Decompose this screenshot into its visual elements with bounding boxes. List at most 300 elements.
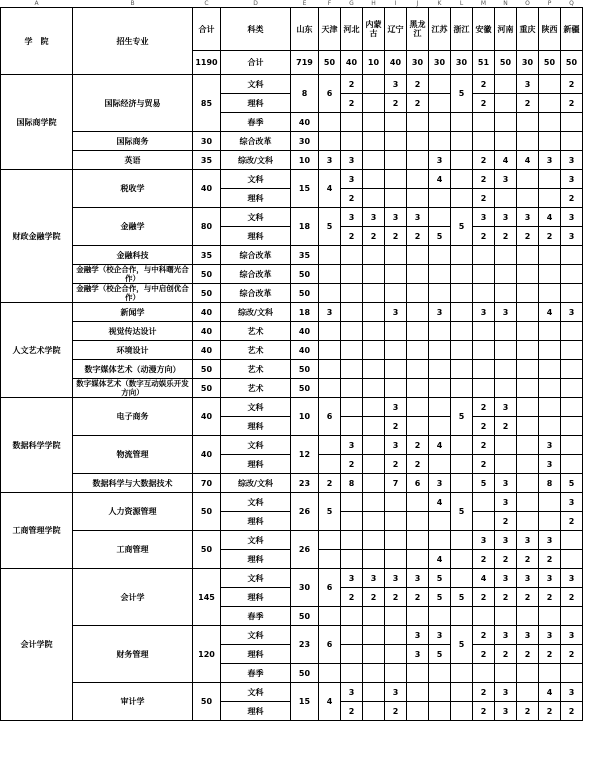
quota-cell-liaoning[interactable]: 2 (385, 455, 407, 474)
quota-cell-neimeng[interactable] (363, 379, 385, 398)
quota-cell-neimeng[interactable] (363, 132, 385, 151)
quota-cell-henan[interactable] (495, 322, 517, 341)
quota-cell-anhui[interactable] (473, 664, 495, 683)
quota-cell-chongqing[interactable]: 2 (517, 227, 539, 246)
header-province[interactable]: 陕西 (539, 8, 561, 51)
quota-cell-heilongjiang[interactable] (407, 531, 429, 550)
quota-cell-liaoning[interactable] (385, 664, 407, 683)
quota-cell-neimeng[interactable] (363, 94, 385, 113)
quota-cell-liaoning[interactable]: 3 (385, 398, 407, 417)
quota-cell-neimeng[interactable] (363, 702, 385, 721)
quota-cell-jiangsu[interactable]: 3 (429, 303, 451, 322)
quota-cell-zhejiang[interactable] (451, 379, 473, 398)
quota-cell-anhui[interactable] (473, 607, 495, 626)
quota-cell-chongqing[interactable] (517, 493, 539, 512)
quota-cell-chongqing[interactable]: 2 (517, 645, 539, 664)
quota-cell-hebei[interactable] (341, 341, 363, 360)
quota-cell-tianjin[interactable]: 6 (319, 75, 341, 113)
quota-cell-liaoning[interactable] (385, 379, 407, 398)
quota-cell-henan[interactable]: 3 (495, 170, 517, 189)
quota-cell-neimeng[interactable] (363, 664, 385, 683)
quota-cell-liaoning[interactable]: 3 (385, 569, 407, 588)
quota-cell-anhui[interactable]: 3 (473, 303, 495, 322)
quota-cell-xinjiang[interactable]: 2 (561, 94, 583, 113)
quota-cell-jiangsu[interactable] (429, 341, 451, 360)
subject-cell[interactable]: 文科 (221, 75, 291, 94)
quota-cell-shaanxi[interactable] (539, 113, 561, 132)
quota-cell-jiangsu[interactable] (429, 189, 451, 208)
subject-cell[interactable]: 理科 (221, 645, 291, 664)
quota-cell-liaoning[interactable] (385, 322, 407, 341)
quota-cell-jiangsu[interactable] (429, 322, 451, 341)
quota-cell-hebei[interactable] (341, 398, 363, 417)
quota-cell-hebei[interactable]: 2 (341, 189, 363, 208)
header-province[interactable]: 安徽 (473, 8, 495, 51)
quota-cell-shaanxi[interactable] (539, 360, 561, 379)
quota-cell-zhejiang[interactable] (451, 531, 473, 550)
quota-cell-jiangsu[interactable] (429, 265, 451, 284)
quota-cell-zhejiang[interactable] (451, 436, 473, 455)
quota-cell-henan[interactable] (495, 607, 517, 626)
quota-cell-xinjiang[interactable]: 3 (561, 227, 583, 246)
quota-cell-hebei[interactable] (341, 284, 363, 303)
quota-cell-neimeng[interactable]: 2 (363, 227, 385, 246)
quota-cell-zhejiang[interactable] (451, 360, 473, 379)
quota-cell-zhejiang[interactable]: 5 (451, 398, 473, 436)
major-cell[interactable]: 电子商务 (73, 398, 193, 436)
quota-cell-zhejiang[interactable] (451, 683, 473, 702)
quota-cell-henan[interactable]: 3 (495, 208, 517, 227)
quota-cell-tianjin[interactable] (319, 436, 341, 455)
quota-cell-henan[interactable] (495, 360, 517, 379)
quota-cell-heilongjiang[interactable] (407, 170, 429, 189)
quota-cell-tianjin[interactable]: 5 (319, 493, 341, 531)
quota-cell-tianjin[interactable] (319, 341, 341, 360)
quota-cell-shandong[interactable]: 50 (291, 607, 319, 626)
quota-cell-zhejiang[interactable]: 5 (451, 588, 473, 607)
quota-cell-heilongjiang[interactable] (407, 360, 429, 379)
quota-cell-neimeng[interactable] (363, 170, 385, 189)
quota-cell-neimeng[interactable]: 3 (363, 569, 385, 588)
quota-cell-shandong[interactable]: 8 (291, 75, 319, 113)
major-cell[interactable]: 金融学 (73, 208, 193, 246)
quota-cell-heilongjiang[interactable]: 2 (407, 75, 429, 94)
quota-cell-xinjiang[interactable]: 3 (561, 569, 583, 588)
quota-cell-anhui[interactable]: 2 (473, 189, 495, 208)
subject-cell[interactable]: 春季 (221, 664, 291, 683)
quota-cell-xinjiang[interactable] (561, 113, 583, 132)
subject-cell[interactable]: 艺术 (221, 322, 291, 341)
quota-cell-heilongjiang[interactable] (407, 341, 429, 360)
col-letter[interactable]: O (525, 0, 530, 7)
quota-cell-liaoning[interactable]: 2 (385, 417, 407, 436)
quota-cell-neimeng[interactable] (363, 360, 385, 379)
quota-cell-jiangsu[interactable]: 4 (429, 170, 451, 189)
header-province[interactable]: 辽宁 (385, 8, 407, 51)
quota-cell-neimeng[interactable] (363, 607, 385, 626)
quota-cell-hebei[interactable]: 2 (341, 94, 363, 113)
quota-cell-jiangsu[interactable] (429, 94, 451, 113)
quota-cell-liaoning[interactable]: 3 (385, 208, 407, 227)
quota-cell-liaoning[interactable] (385, 645, 407, 664)
quota-cell-heilongjiang[interactable] (407, 322, 429, 341)
quota-cell-liaoning[interactable] (385, 360, 407, 379)
quota-cell-tianjin[interactable] (319, 284, 341, 303)
quota-cell-zhejiang[interactable] (451, 170, 473, 189)
quota-cell-chongqing[interactable]: 4 (517, 151, 539, 170)
quota-cell-xinjiang[interactable]: 3 (561, 683, 583, 702)
quota-cell-neimeng[interactable] (363, 645, 385, 664)
province-total[interactable]: 50 (539, 51, 561, 75)
quota-cell-xinjiang[interactable] (561, 246, 583, 265)
quota-cell-zhejiang[interactable] (451, 303, 473, 322)
quota-cell-tianjin[interactable] (319, 531, 341, 550)
quota-cell-zhejiang[interactable] (451, 322, 473, 341)
quota-cell-heilongjiang[interactable]: 3 (407, 569, 429, 588)
quota-cell-liaoning[interactable]: 3 (385, 75, 407, 94)
quota-cell-shandong[interactable]: 23 (291, 626, 319, 664)
quota-cell-anhui[interactable] (473, 132, 495, 151)
quota-cell-shaanxi[interactable]: 4 (539, 683, 561, 702)
quota-cell-jiangsu[interactable] (429, 512, 451, 531)
subject-cell[interactable]: 理科 (221, 455, 291, 474)
col-letter[interactable]: Q (569, 0, 574, 7)
quota-cell-chongqing[interactable] (517, 322, 539, 341)
quota-cell-heilongjiang[interactable] (407, 512, 429, 531)
quota-cell-neimeng[interactable] (363, 436, 385, 455)
quota-cell-jiangsu[interactable] (429, 284, 451, 303)
header-major[interactable]: 招生专业 (73, 8, 193, 75)
major-cell[interactable]: 国际经济与贸易 (73, 75, 193, 132)
quota-cell-shaanxi[interactable] (539, 322, 561, 341)
quota-cell-anhui[interactable]: 4 (473, 569, 495, 588)
col-letter[interactable]: G (349, 0, 354, 7)
quota-cell-anhui[interactable]: 2 (473, 683, 495, 702)
quota-cell-neimeng[interactable] (363, 189, 385, 208)
quota-cell-xinjiang[interactable] (561, 607, 583, 626)
quota-cell-xinjiang[interactable]: 2 (561, 645, 583, 664)
quota-cell-liaoning[interactable] (385, 151, 407, 170)
quota-cell-shandong[interactable]: 15 (291, 683, 319, 721)
quota-cell-anhui[interactable] (473, 493, 495, 512)
subject-cell[interactable]: 综合改革 (221, 132, 291, 151)
quota-cell-heilongjiang[interactable]: 3 (407, 645, 429, 664)
quota-cell-jiangsu[interactable]: 5 (429, 588, 451, 607)
quota-cell-neimeng[interactable] (363, 474, 385, 493)
quota-cell-tianjin[interactable]: 3 (319, 151, 341, 170)
quota-cell-jiangsu[interactable] (429, 455, 451, 474)
quota-cell-henan[interactable]: 2 (495, 512, 517, 531)
quota-cell-neimeng[interactable] (363, 531, 385, 550)
quota-cell-anhui[interactable] (473, 341, 495, 360)
major-cell[interactable]: 新闻学 (73, 303, 193, 322)
quota-cell-tianjin[interactable]: 2 (319, 474, 341, 493)
total-cell[interactable]: 50 (193, 683, 221, 721)
quota-cell-xinjiang[interactable]: 3 (561, 626, 583, 645)
subject-cell[interactable]: 文科 (221, 569, 291, 588)
quota-cell-xinjiang[interactable] (561, 379, 583, 398)
quota-cell-henan[interactable]: 2 (495, 645, 517, 664)
quota-cell-heilongjiang[interactable] (407, 265, 429, 284)
quota-cell-neimeng[interactable]: 3 (363, 208, 385, 227)
quota-cell-shaanxi[interactable]: 3 (539, 531, 561, 550)
quota-cell-zhejiang[interactable] (451, 607, 473, 626)
quota-cell-hebei[interactable]: 2 (341, 702, 363, 721)
quota-cell-shandong[interactable]: 50 (291, 284, 319, 303)
quota-cell-shandong[interactable]: 23 (291, 474, 319, 493)
subject-cell[interactable]: 文科 (221, 626, 291, 645)
quota-cell-shandong[interactable]: 18 (291, 208, 319, 246)
quota-cell-heilongjiang[interactable] (407, 683, 429, 702)
major-cell[interactable]: 物流管理 (73, 436, 193, 474)
quota-cell-hebei[interactable] (341, 645, 363, 664)
quota-cell-anhui[interactable]: 2 (473, 436, 495, 455)
college-cell[interactable]: 工商管理学院 (1, 493, 73, 569)
quota-cell-henan[interactable]: 3 (495, 569, 517, 588)
quota-cell-jiangsu[interactable] (429, 664, 451, 683)
total-cell[interactable]: 40 (193, 398, 221, 436)
major-cell[interactable]: 工商管理 (73, 531, 193, 569)
quota-cell-shaanxi[interactable]: 4 (539, 208, 561, 227)
quota-cell-tianjin[interactable]: 6 (319, 398, 341, 436)
quota-cell-hebei[interactable] (341, 607, 363, 626)
quota-cell-tianjin[interactable] (319, 113, 341, 132)
total-cell[interactable]: 40 (193, 303, 221, 322)
total-cell[interactable]: 80 (193, 208, 221, 246)
quota-cell-heilongjiang[interactable] (407, 246, 429, 265)
quota-cell-jiangsu[interactable]: 4 (429, 436, 451, 455)
total-cell[interactable]: 30 (193, 132, 221, 151)
quota-cell-heilongjiang[interactable]: 6 (407, 474, 429, 493)
quota-cell-neimeng[interactable] (363, 284, 385, 303)
subject-cell[interactable]: 文科 (221, 208, 291, 227)
major-cell[interactable]: 视觉传达设计 (73, 322, 193, 341)
quota-cell-henan[interactable] (495, 246, 517, 265)
quota-cell-xinjiang[interactable] (561, 360, 583, 379)
college-cell[interactable]: 数据科学学院 (1, 398, 73, 493)
province-total[interactable]: 719 (291, 51, 319, 75)
quota-cell-jiangsu[interactable] (429, 683, 451, 702)
subject-cell[interactable]: 文科 (221, 493, 291, 512)
quota-cell-xinjiang[interactable] (561, 398, 583, 417)
quota-cell-xinjiang[interactable] (561, 284, 583, 303)
subject-cell[interactable]: 艺术 (221, 360, 291, 379)
quota-cell-chongqing[interactable] (517, 189, 539, 208)
quota-cell-zhejiang[interactable]: 5 (451, 208, 473, 246)
quota-cell-liaoning[interactable]: 3 (385, 303, 407, 322)
quota-cell-shaanxi[interactable]: 2 (539, 645, 561, 664)
quota-cell-heilongjiang[interactable] (407, 151, 429, 170)
total-cell[interactable]: 50 (193, 265, 221, 284)
quota-cell-shandong[interactable]: 50 (291, 379, 319, 398)
quota-cell-anhui[interactable]: 2 (473, 702, 495, 721)
quota-cell-liaoning[interactable] (385, 626, 407, 645)
major-cell[interactable]: 人力资源管理 (73, 493, 193, 531)
quota-cell-henan[interactable] (495, 379, 517, 398)
quota-cell-anhui[interactable]: 5 (473, 474, 495, 493)
col-letter[interactable]: C (204, 0, 209, 7)
quota-cell-chongqing[interactable] (517, 607, 539, 626)
quota-cell-shandong[interactable]: 40 (291, 322, 319, 341)
quota-cell-xinjiang[interactable]: 3 (561, 303, 583, 322)
col-letter[interactable]: A (34, 0, 39, 7)
quota-cell-neimeng[interactable] (363, 151, 385, 170)
col-letter[interactable]: N (503, 0, 508, 7)
quota-cell-jiangsu[interactable] (429, 246, 451, 265)
quota-cell-hebei[interactable]: 3 (341, 569, 363, 588)
quota-cell-shaanxi[interactable] (539, 341, 561, 360)
quota-cell-neimeng[interactable] (363, 341, 385, 360)
quota-cell-liaoning[interactable] (385, 493, 407, 512)
major-cell[interactable]: 金融学（校企合作，与中启创优合作） (73, 284, 193, 303)
total-cell[interactable]: 35 (193, 246, 221, 265)
quota-cell-heilongjiang[interactable]: 3 (407, 208, 429, 227)
quota-cell-xinjiang[interactable] (561, 417, 583, 436)
quota-cell-tianjin[interactable] (319, 455, 341, 474)
quota-cell-hebei[interactable]: 2 (341, 588, 363, 607)
province-total[interactable]: 30 (517, 51, 539, 75)
header-college[interactable]: 学 院 (1, 8, 73, 75)
subject-cell[interactable]: 理科 (221, 94, 291, 113)
quota-cell-chongqing[interactable]: 3 (517, 208, 539, 227)
quota-cell-zhejiang[interactable]: 5 (451, 75, 473, 113)
quota-cell-chongqing[interactable] (517, 474, 539, 493)
total-cell[interactable]: 40 (193, 341, 221, 360)
quota-cell-shaanxi[interactable]: 2 (539, 588, 561, 607)
quota-cell-tianjin[interactable] (319, 607, 341, 626)
quota-cell-shaanxi[interactable] (539, 284, 561, 303)
header-province[interactable]: 黑龙江 (407, 8, 429, 51)
subject-cell[interactable]: 春季 (221, 607, 291, 626)
quota-cell-chongqing[interactable]: 3 (517, 626, 539, 645)
quota-cell-xinjiang[interactable]: 3 (561, 170, 583, 189)
quota-cell-henan[interactable]: 3 (495, 398, 517, 417)
province-total[interactable]: 40 (341, 51, 363, 75)
quota-cell-shaanxi[interactable]: 3 (539, 626, 561, 645)
quota-cell-anhui[interactable]: 2 (473, 455, 495, 474)
quota-cell-liaoning[interactable] (385, 246, 407, 265)
quota-cell-shandong[interactable]: 12 (291, 436, 319, 474)
quota-cell-henan[interactable]: 3 (495, 683, 517, 702)
province-total[interactable]: 30 (407, 51, 429, 75)
col-letter[interactable]: M (480, 0, 487, 7)
quota-cell-hebei[interactable] (341, 113, 363, 132)
quota-cell-jiangsu[interactable]: 3 (429, 474, 451, 493)
col-letter[interactable]: B (130, 0, 135, 7)
quota-cell-henan[interactable] (495, 75, 517, 94)
quota-cell-henan[interactable] (495, 113, 517, 132)
quota-cell-shaanxi[interactable]: 3 (539, 436, 561, 455)
quota-cell-neimeng[interactable] (363, 626, 385, 645)
quota-cell-zhejiang[interactable] (451, 664, 473, 683)
quota-cell-henan[interactable] (495, 664, 517, 683)
quota-cell-hebei[interactable] (341, 664, 363, 683)
major-cell[interactable]: 会计学 (73, 569, 193, 626)
quota-cell-jiangsu[interactable] (429, 702, 451, 721)
quota-cell-neimeng[interactable] (363, 512, 385, 531)
quota-cell-shandong[interactable]: 26 (291, 493, 319, 531)
quota-cell-anhui[interactable]: 2 (473, 75, 495, 94)
quota-cell-tianjin[interactable]: 5 (319, 208, 341, 246)
quota-cell-henan[interactable] (495, 436, 517, 455)
total-cell[interactable]: 40 (193, 170, 221, 208)
quota-cell-chongqing[interactable]: 3 (517, 531, 539, 550)
quota-cell-jiangsu[interactable] (429, 132, 451, 151)
quota-cell-shaanxi[interactable]: 2 (539, 550, 561, 569)
quota-cell-liaoning[interactable] (385, 284, 407, 303)
quota-cell-xinjiang[interactable] (561, 322, 583, 341)
quota-cell-henan[interactable]: 2 (495, 588, 517, 607)
quota-cell-chongqing[interactable] (517, 246, 539, 265)
quota-cell-liaoning[interactable] (385, 170, 407, 189)
subject-cell[interactable]: 理科 (221, 550, 291, 569)
grand-total[interactable]: 1190 (193, 51, 221, 75)
quota-cell-henan[interactable] (495, 189, 517, 208)
quota-cell-liaoning[interactable] (385, 531, 407, 550)
quota-cell-neimeng[interactable] (363, 265, 385, 284)
province-total[interactable]: 30 (429, 51, 451, 75)
quota-cell-chongqing[interactable] (517, 512, 539, 531)
quota-cell-anhui[interactable] (473, 265, 495, 284)
major-cell[interactable]: 金融科技 (73, 246, 193, 265)
quota-cell-liaoning[interactable] (385, 607, 407, 626)
major-cell[interactable]: 数据科学与大数据技术 (73, 474, 193, 493)
total-cell[interactable]: 50 (193, 379, 221, 398)
quota-cell-anhui[interactable]: 2 (473, 588, 495, 607)
major-cell[interactable]: 数字媒体艺术（数字互动娱乐开发方向） (73, 379, 193, 398)
quota-cell-neimeng[interactable] (363, 417, 385, 436)
quota-cell-chongqing[interactable]: 3 (517, 75, 539, 94)
quota-cell-xinjiang[interactable] (561, 436, 583, 455)
quota-cell-shandong[interactable]: 26 (291, 531, 319, 569)
quota-cell-anhui[interactable]: 2 (473, 550, 495, 569)
major-cell[interactable]: 英语 (73, 151, 193, 170)
total-cell[interactable]: 50 (193, 493, 221, 531)
total-cell[interactable]: 85 (193, 75, 221, 132)
quota-cell-xinjiang[interactable] (561, 265, 583, 284)
quota-cell-henan[interactable] (495, 284, 517, 303)
header-province[interactable]: 新疆 (561, 8, 583, 51)
quota-cell-tianjin[interactable]: 6 (319, 569, 341, 607)
quota-cell-chongqing[interactable] (517, 379, 539, 398)
quota-cell-liaoning[interactable]: 3 (385, 436, 407, 455)
quota-cell-zhejiang[interactable]: 5 (451, 493, 473, 531)
quota-cell-hebei[interactable] (341, 626, 363, 645)
quota-cell-neimeng[interactable] (363, 493, 385, 512)
quota-cell-jiangsu[interactable]: 5 (429, 227, 451, 246)
subject-cell[interactable]: 综改/文科 (221, 151, 291, 170)
quota-cell-zhejiang[interactable] (451, 341, 473, 360)
college-cell[interactable]: 会计学院 (1, 569, 73, 721)
quota-cell-liaoning[interactable]: 7 (385, 474, 407, 493)
header-total[interactable]: 合计 (193, 8, 221, 51)
quota-cell-shandong[interactable]: 50 (291, 664, 319, 683)
quota-cell-shandong[interactable]: 40 (291, 113, 319, 132)
subject-cell[interactable]: 文科 (221, 436, 291, 455)
quota-cell-anhui[interactable]: 2 (473, 626, 495, 645)
quota-cell-chongqing[interactable]: 2 (517, 588, 539, 607)
quota-cell-anhui[interactable] (473, 322, 495, 341)
quota-cell-shaanxi[interactable] (539, 379, 561, 398)
quota-cell-xinjiang[interactable]: 3 (561, 208, 583, 227)
quota-cell-neimeng[interactable] (363, 246, 385, 265)
province-total[interactable]: 50 (495, 51, 517, 75)
quota-cell-shaanxi[interactable] (539, 607, 561, 626)
quota-cell-tianjin[interactable]: 4 (319, 683, 341, 721)
total-cell[interactable]: 50 (193, 360, 221, 379)
quota-cell-anhui[interactable]: 3 (473, 208, 495, 227)
quota-cell-anhui[interactable]: 3 (473, 531, 495, 550)
